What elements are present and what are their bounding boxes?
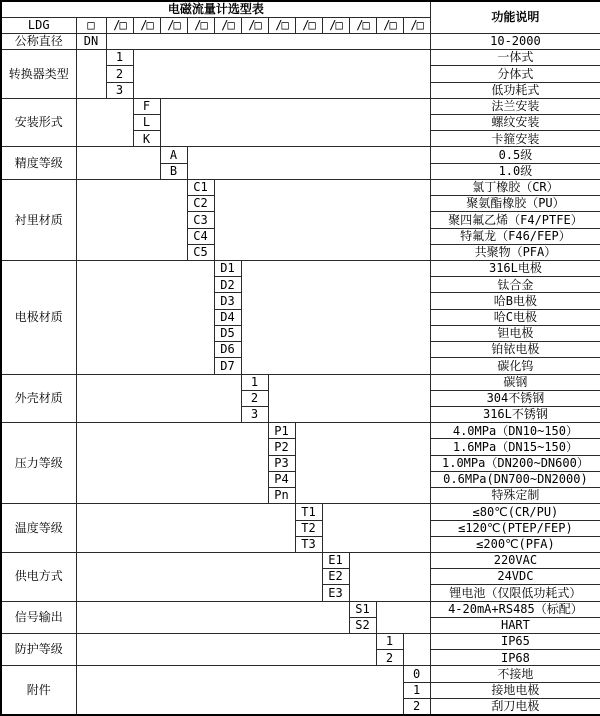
description-cell: 1.0MPa（DN200~DN600） bbox=[430, 455, 600, 471]
description-cell: 聚四氟乙烯（F4/PTFE） bbox=[430, 212, 600, 228]
description-cell: 一体式 bbox=[430, 50, 600, 66]
category-label: 衬里材质 bbox=[1, 179, 76, 260]
description-cell: 铂铱电极 bbox=[430, 342, 600, 358]
code-slot: /□ bbox=[349, 17, 376, 33]
code-cell: D3 bbox=[214, 293, 241, 309]
filler-cell bbox=[106, 33, 430, 49]
description-cell: 钛合金 bbox=[430, 277, 600, 293]
description-cell: 4-20mA+RS485（标配） bbox=[430, 601, 600, 617]
description-cell: 接地电极 bbox=[430, 682, 600, 698]
filler-cell bbox=[76, 666, 403, 715]
code-cell: T2 bbox=[295, 520, 322, 536]
code-cell: 1 bbox=[241, 374, 268, 390]
code-cell: E2 bbox=[322, 569, 349, 585]
filler-cell bbox=[322, 504, 430, 553]
code-cell: 1 bbox=[106, 50, 133, 66]
code-cell: E1 bbox=[322, 552, 349, 568]
filler-cell bbox=[76, 261, 214, 375]
code-cell: 2 bbox=[376, 650, 403, 666]
filler-cell bbox=[76, 50, 106, 99]
description-cell: 1.0级 bbox=[430, 163, 600, 179]
category-label: 压力等级 bbox=[1, 423, 76, 504]
description-cell: 卡箍安装 bbox=[430, 131, 600, 147]
description-cell: 共聚物（PFA） bbox=[430, 244, 600, 260]
code-cell: L bbox=[133, 115, 160, 131]
filler-cell bbox=[214, 179, 430, 260]
description-cell: 碳钢 bbox=[430, 374, 600, 390]
description-cell: ≤80℃(CR/PU) bbox=[430, 504, 600, 520]
code-slot: /□ bbox=[322, 17, 349, 33]
code-cell: 3 bbox=[106, 82, 133, 98]
code-cell: K bbox=[133, 131, 160, 147]
description-cell: 304不锈钢 bbox=[430, 390, 600, 406]
description-cell: 哈B电极 bbox=[430, 293, 600, 309]
code-slot: /□ bbox=[376, 17, 403, 33]
description-cell: IP65 bbox=[430, 634, 600, 650]
code-slot: /□ bbox=[160, 17, 187, 33]
filler-cell bbox=[76, 423, 268, 504]
description-cell: 钽电极 bbox=[430, 325, 600, 341]
filler-cell bbox=[76, 98, 133, 147]
filler-cell bbox=[76, 504, 295, 553]
description-cell: ≤200℃(PFA) bbox=[430, 536, 600, 552]
filler-cell bbox=[160, 98, 430, 147]
category-label: 信号输出 bbox=[1, 601, 76, 633]
description-cell: 氯丁橡胶（CR） bbox=[430, 179, 600, 195]
description-cell: 不接地 bbox=[430, 666, 600, 682]
description-cell: 0.6MPa(DN700~DN2000) bbox=[430, 471, 600, 487]
code-cell: P1 bbox=[268, 423, 295, 439]
table-title: 电磁流量计选型表 bbox=[1, 1, 430, 17]
code-cell: F bbox=[133, 98, 160, 114]
category-label: 转换器类型 bbox=[1, 50, 76, 99]
description-cell: 特氟龙（F46/FEP） bbox=[430, 228, 600, 244]
code-cell: C2 bbox=[187, 196, 214, 212]
description-cell: 316L电极 bbox=[430, 261, 600, 277]
code-cell: T1 bbox=[295, 504, 322, 520]
code-slot: /□ bbox=[106, 17, 133, 33]
code-cell: 1 bbox=[403, 682, 430, 698]
filler-cell bbox=[376, 601, 430, 633]
code-box: □ bbox=[76, 17, 106, 33]
category-label: 附件 bbox=[1, 666, 76, 715]
filler-cell bbox=[187, 147, 430, 179]
filler-cell bbox=[76, 552, 322, 601]
code-cell: C4 bbox=[187, 228, 214, 244]
filler-cell bbox=[349, 552, 430, 601]
code-slot: /□ bbox=[214, 17, 241, 33]
category-label: 安装形式 bbox=[1, 98, 76, 147]
filler-cell bbox=[76, 601, 349, 633]
filler-cell bbox=[403, 634, 430, 666]
category-label: 温度等级 bbox=[1, 504, 76, 553]
description-cell: 220VAC bbox=[430, 552, 600, 568]
code-cell: S1 bbox=[349, 601, 376, 617]
filler-cell bbox=[76, 147, 160, 179]
code-cell: Pn bbox=[268, 488, 295, 504]
code-cell: 2 bbox=[106, 66, 133, 82]
filler-cell bbox=[295, 423, 430, 504]
description-cell: 分体式 bbox=[430, 66, 600, 82]
description-cell: 低功耗式 bbox=[430, 82, 600, 98]
code-cell: D5 bbox=[214, 325, 241, 341]
description-cell: HART bbox=[430, 617, 600, 633]
description-cell: 0.5级 bbox=[430, 147, 600, 163]
code-cell: DN bbox=[76, 33, 106, 49]
code-cell: D1 bbox=[214, 261, 241, 277]
description-cell: 螺纹安装 bbox=[430, 115, 600, 131]
code-cell: S2 bbox=[349, 617, 376, 633]
category-label: 供电方式 bbox=[1, 552, 76, 601]
code-cell: C5 bbox=[187, 244, 214, 260]
description-cell: 锂电池（仅限低功耗式） bbox=[430, 585, 600, 601]
filler-cell bbox=[133, 50, 430, 99]
code-cell: B bbox=[160, 163, 187, 179]
description-cell: 4.0MPa（DN10~150） bbox=[430, 423, 600, 439]
category-label: 电极材质 bbox=[1, 261, 76, 375]
description-cell: 聚氨酯橡胶（PU） bbox=[430, 196, 600, 212]
filler-cell bbox=[268, 374, 430, 423]
description-cell: 10-2000 bbox=[430, 33, 600, 49]
code-cell: 1 bbox=[376, 634, 403, 650]
filler-cell bbox=[241, 261, 430, 375]
description-cell: 1.6MPa（DN15~150） bbox=[430, 439, 600, 455]
code-cell: 2 bbox=[403, 698, 430, 715]
code-cell: A bbox=[160, 147, 187, 163]
code-cell: P2 bbox=[268, 439, 295, 455]
code-cell: C1 bbox=[187, 179, 214, 195]
code-slot: /□ bbox=[268, 17, 295, 33]
description-cell: ≤120℃(PTEP/FEP) bbox=[430, 520, 600, 536]
description-cell: IP68 bbox=[430, 650, 600, 666]
description-cell: 24VDC bbox=[430, 569, 600, 585]
filler-cell bbox=[76, 179, 187, 260]
code-cell: D6 bbox=[214, 342, 241, 358]
category-label: 防护等级 bbox=[1, 634, 76, 666]
code-cell: 0 bbox=[403, 666, 430, 682]
description-cell: 特殊定制 bbox=[430, 488, 600, 504]
filler-cell bbox=[76, 634, 376, 666]
model-prefix: LDG bbox=[1, 17, 76, 33]
code-cell: D7 bbox=[214, 358, 241, 374]
code-slot: /□ bbox=[403, 17, 430, 33]
code-cell: 2 bbox=[241, 390, 268, 406]
code-slot: /□ bbox=[133, 17, 160, 33]
description-cell: 316L不锈钢 bbox=[430, 406, 600, 422]
code-cell: P4 bbox=[268, 471, 295, 487]
function-column-header: 功能说明 bbox=[430, 1, 600, 33]
description-cell: 法兰安装 bbox=[430, 98, 600, 114]
description-cell: 碳化钨 bbox=[430, 358, 600, 374]
code-cell: D4 bbox=[214, 309, 241, 325]
code-cell: T3 bbox=[295, 536, 322, 552]
category-label: 精度等级 bbox=[1, 147, 76, 179]
code-slot: /□ bbox=[187, 17, 214, 33]
description-cell: 哈C电极 bbox=[430, 309, 600, 325]
code-cell: D2 bbox=[214, 277, 241, 293]
code-cell: P3 bbox=[268, 455, 295, 471]
code-slot: /□ bbox=[295, 17, 322, 33]
code-cell: E3 bbox=[322, 585, 349, 601]
category-label: 公称直径 bbox=[1, 33, 76, 49]
code-cell: C3 bbox=[187, 212, 214, 228]
description-cell: 刮刀电极 bbox=[430, 698, 600, 715]
code-cell: 3 bbox=[241, 406, 268, 422]
filler-cell bbox=[76, 374, 241, 423]
category-label: 外壳材质 bbox=[1, 374, 76, 423]
code-slot: /□ bbox=[241, 17, 268, 33]
